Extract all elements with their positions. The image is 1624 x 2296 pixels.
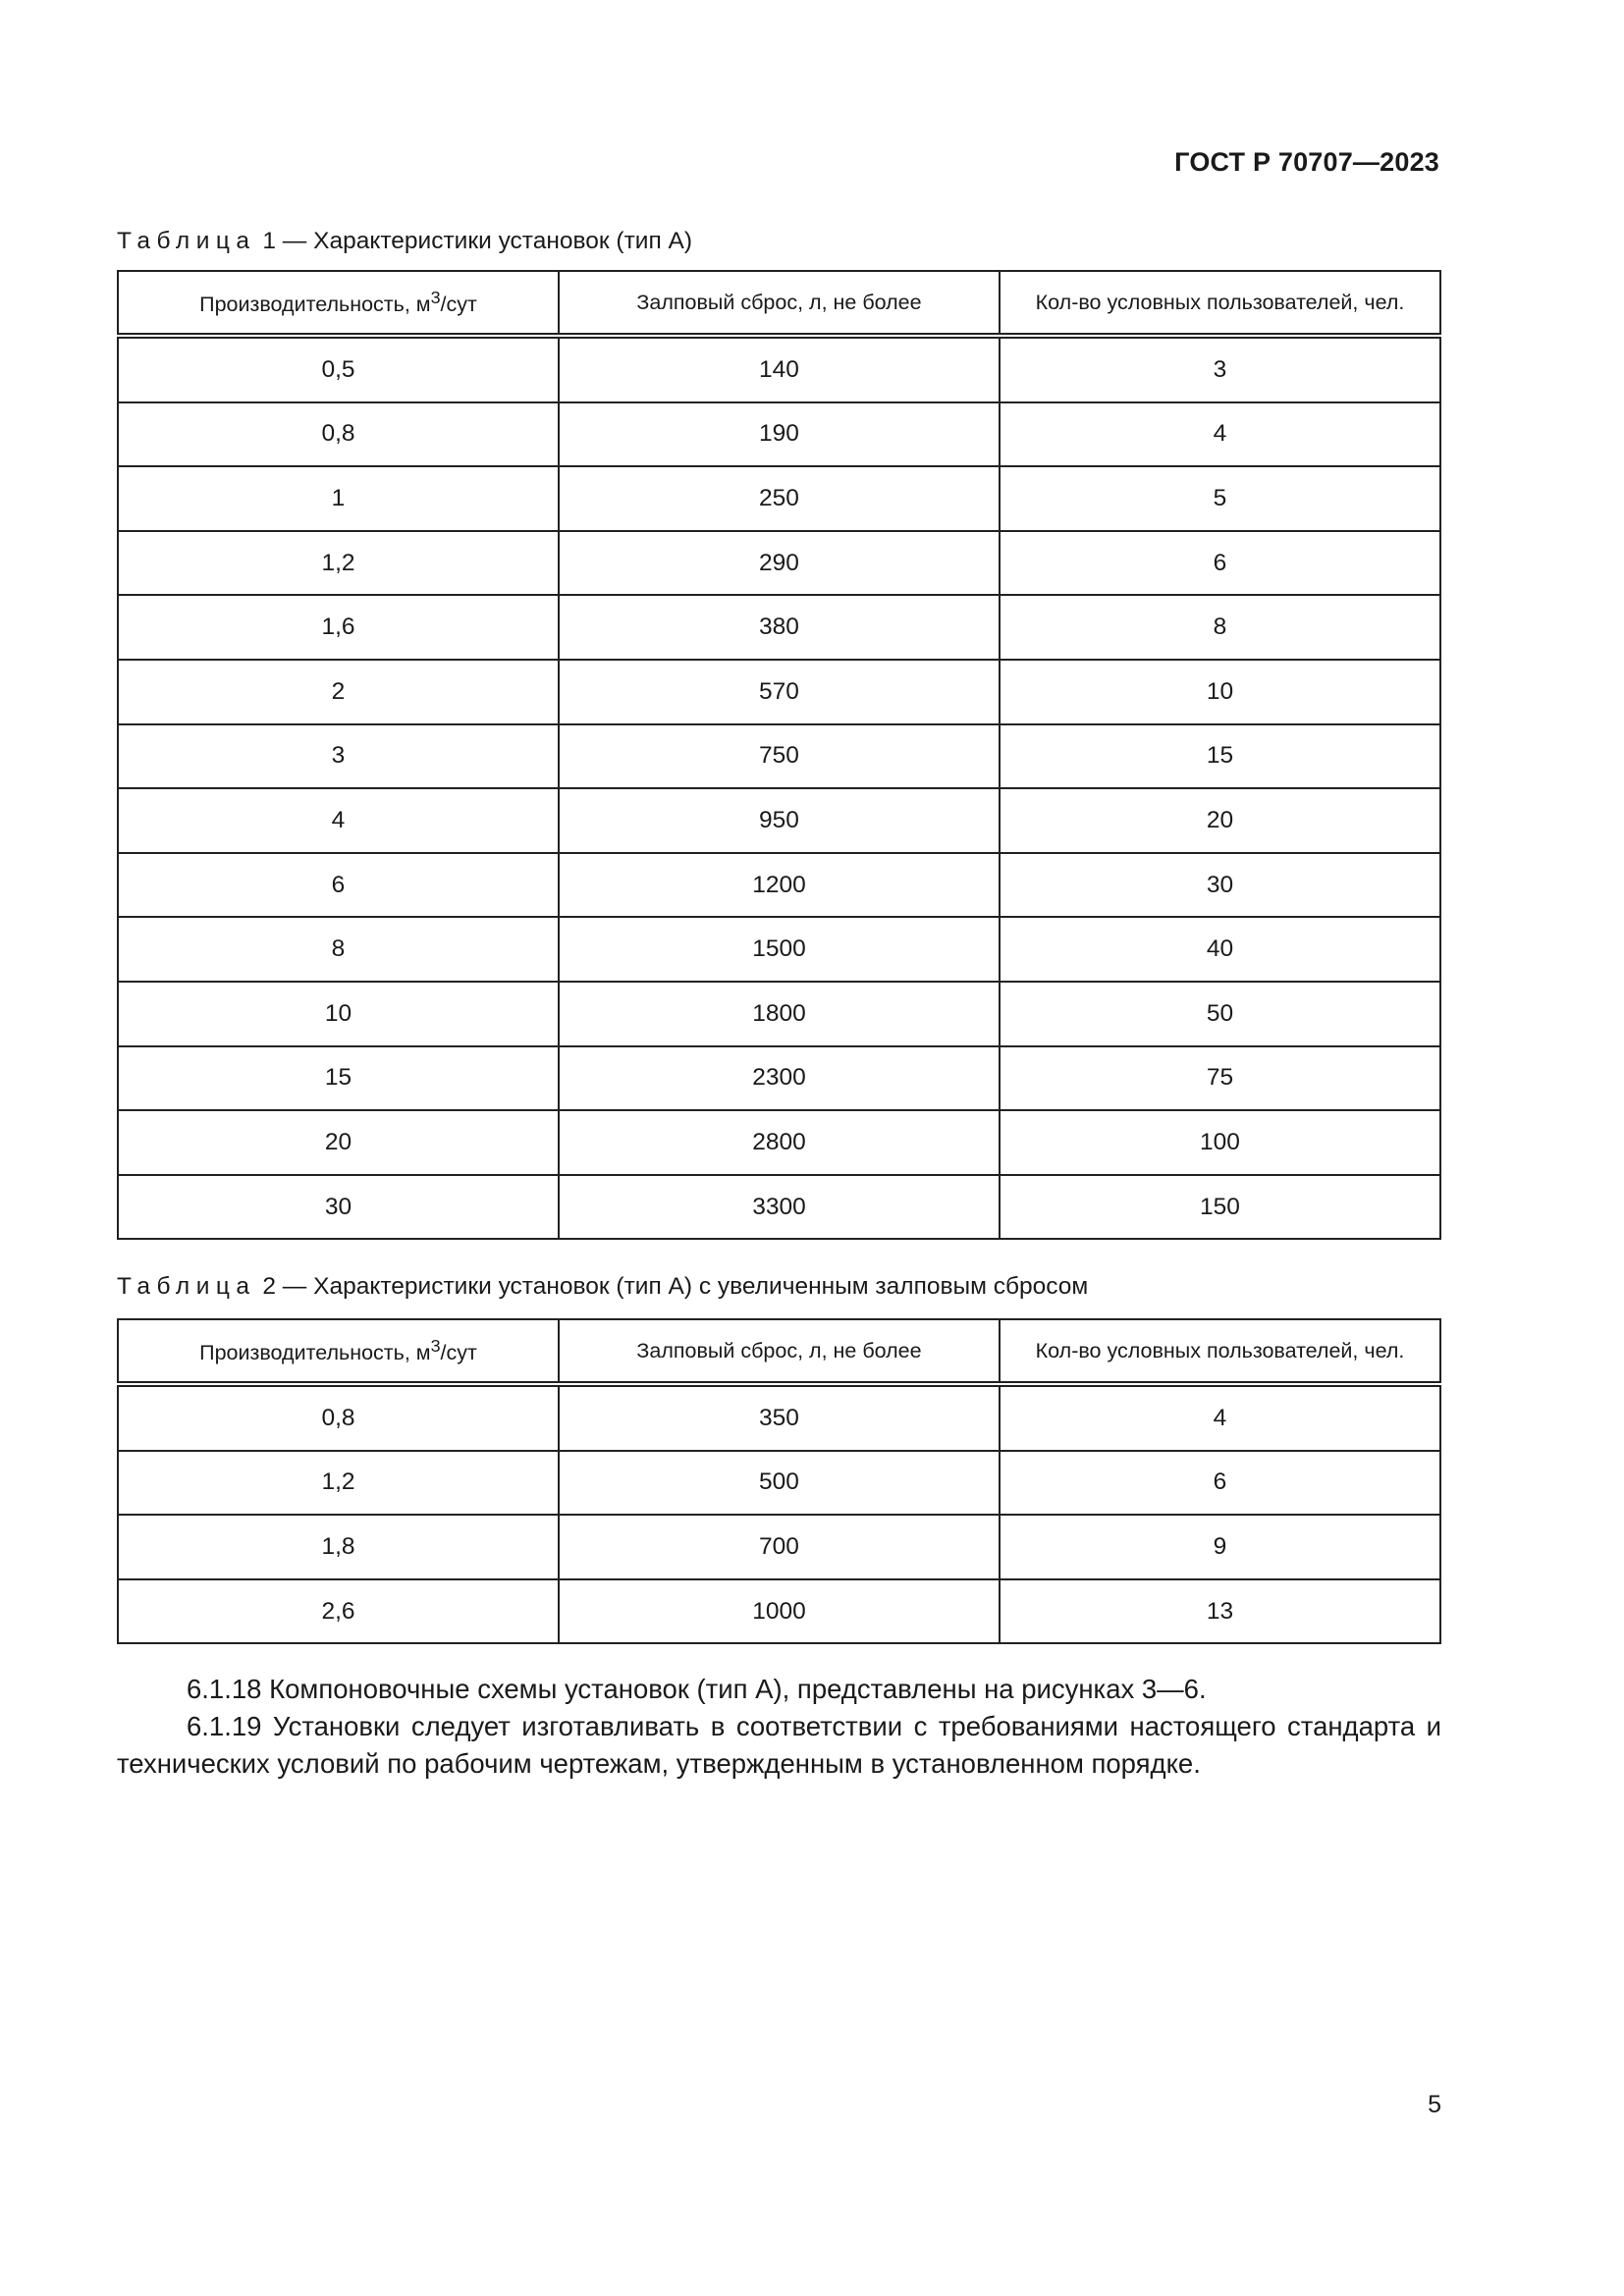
table-cell: 30 <box>1000 853 1440 918</box>
table-cell: 4 <box>1000 1384 1440 1451</box>
table-cell: 2800 <box>559 1110 1000 1175</box>
table-row <box>118 1515 1440 1579</box>
table-row <box>118 336 1440 402</box>
table-cell: 1 <box>118 466 559 531</box>
table-cell: 75 <box>1000 1046 1440 1111</box>
table-cell: 50 <box>1000 982 1440 1046</box>
table-cell: 500 <box>559 1451 1000 1516</box>
table-cell: 1,8 <box>118 1515 559 1579</box>
table-2-caption <box>117 1273 1088 1301</box>
table-row <box>118 917 1440 982</box>
table-cell: 3 <box>1000 336 1440 402</box>
table-row <box>118 1579 1440 1644</box>
table-2-header-row <box>118 1319 1440 1384</box>
table-2-header-discharge: Залповый сброс, л, не более <box>559 1319 1000 1384</box>
document-code: ГОСТ Р 70707—2023 <box>1174 147 1439 177</box>
table-1-header-discharge: Залповый сброс, л, не более <box>559 271 1000 336</box>
table-row <box>118 402 1440 467</box>
table-2-caption-text: 2 — Характеристики установок (тип А) с увеличенным залповым сбросом <box>255 1273 1089 1300</box>
table-cell: 3 <box>118 724 559 789</box>
table-cell: 1200 <box>559 853 1000 918</box>
table-cell: 380 <box>559 595 1000 660</box>
table-cell: 15 <box>118 1046 559 1111</box>
table-row <box>118 660 1440 724</box>
table-cell: 6 <box>118 853 559 918</box>
table-cell: 750 <box>559 724 1000 789</box>
table-cell: 1,2 <box>118 531 559 596</box>
table-1-caption <box>117 228 692 255</box>
table-cell: 950 <box>559 788 1000 853</box>
table-1-header-capacity: Производительность, $м^3$/сут <box>118 271 559 336</box>
table-row <box>118 982 1440 1046</box>
table-row <box>118 466 1440 531</box>
table-2-header-users: Кол-во условных пользователей, чел. <box>1000 1319 1440 1384</box>
table-cell: 1,2 <box>118 1451 559 1516</box>
table-cell: 0,8 <box>118 1384 559 1451</box>
table-row <box>118 1175 1440 1240</box>
table-1-header-row <box>118 271 1440 336</box>
table-cell: 0,8 <box>118 402 559 467</box>
table-1-caption-text: 1 — Характеристики установок (тип А) <box>255 228 693 254</box>
table-2-header-capacity: Производительность, $м^3$/сут <box>118 1319 559 1384</box>
table-cell: 1500 <box>559 917 1000 982</box>
table-row <box>118 853 1440 918</box>
table-cell: 5 <box>1000 466 1440 531</box>
table-cell: 290 <box>559 531 1000 596</box>
table-cell: 8 <box>118 917 559 982</box>
table-cell: 6 <box>1000 531 1440 596</box>
table-cell: 15 <box>1000 724 1440 789</box>
table-cell: 4 <box>1000 402 1440 467</box>
table-2 <box>117 1318 1441 1644</box>
page-number: 5 <box>1428 2091 1441 2118</box>
table-cell: 13 <box>1000 1579 1440 1644</box>
paragraph-6-1-18: 6.1.18 Компоновочные схемы установок (тип А), представлены на рисунках 3—6. <box>187 1674 1207 1704</box>
table-cell: 1,6 <box>118 595 559 660</box>
table-cell: 20 <box>118 1110 559 1175</box>
table-1-caption-word: Таблица <box>117 228 256 254</box>
table-row <box>118 724 1440 789</box>
table-cell: 30 <box>118 1175 559 1240</box>
table-cell: 2,6 <box>118 1579 559 1644</box>
table-cell: 10 <box>118 982 559 1046</box>
table-1 <box>117 270 1441 1240</box>
table-cell: 2300 <box>559 1046 1000 1111</box>
table-cell: 100 <box>1000 1110 1440 1175</box>
table-1-header-users: Кол-во условных пользователей, чел. <box>1000 271 1440 336</box>
table-cell: 10 <box>1000 660 1440 724</box>
table-cell: 40 <box>1000 917 1440 982</box>
table-cell: 4 <box>118 788 559 853</box>
table-cell: 190 <box>559 402 1000 467</box>
table-cell: 150 <box>1000 1175 1440 1240</box>
table-cell: 140 <box>559 336 1000 402</box>
table-row <box>118 1110 1440 1175</box>
table-cell: 250 <box>559 466 1000 531</box>
table-cell: 570 <box>559 660 1000 724</box>
table-cell: 9 <box>1000 1515 1440 1579</box>
table-cell: 1800 <box>559 982 1000 1046</box>
table-cell: 20 <box>1000 788 1440 853</box>
table-cell: 350 <box>559 1384 1000 1451</box>
paragraph-6-1-19: 6.1.19 Установки следует изготавливать в соответствии с требованиями настоящего стандарта и технических условий по рабочим чертежам, утвержденным в установленном порядке. <box>117 1711 1441 1779</box>
table-row <box>118 1451 1440 1516</box>
table-cell: 700 <box>559 1515 1000 1579</box>
table-cell: 1000 <box>559 1579 1000 1644</box>
table-row <box>118 1384 1440 1451</box>
table-cell: 8 <box>1000 595 1440 660</box>
table-row <box>118 1046 1440 1111</box>
table-cell: 2 <box>118 660 559 724</box>
table-cell: 6 <box>1000 1451 1440 1516</box>
table-row <box>118 595 1440 660</box>
table-cell: 0,5 <box>118 336 559 402</box>
table-cell: 3300 <box>559 1175 1000 1240</box>
table-row <box>118 531 1440 596</box>
table-row <box>118 788 1440 853</box>
table-2-caption-word: Таблица <box>117 1273 256 1300</box>
